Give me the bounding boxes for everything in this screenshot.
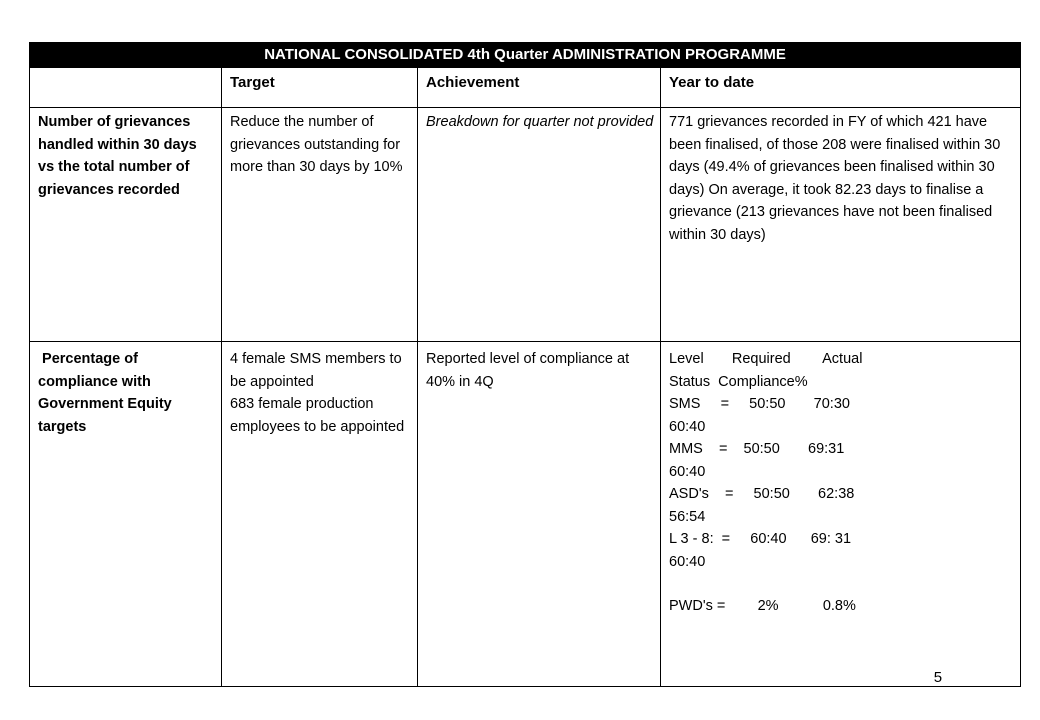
table-row	[30, 342, 1021, 687]
table-header-row	[30, 68, 1021, 108]
target-line: 683 female production employees to be appointed	[230, 396, 405, 435]
year-to-date-cell	[661, 342, 1021, 687]
header-target: Target	[222, 68, 418, 108]
table-title-row	[30, 43, 1021, 68]
target-cell: Reduce the number of grievances outstanding for more than 30 days by 10%	[222, 108, 418, 342]
page-number: 5	[933, 668, 943, 686]
ytd-line: Level Required Actual	[669, 351, 863, 367]
target-line: 4 female SMS members to be appointed	[230, 351, 402, 390]
achievement-cell: Breakdown for quarter not provided	[418, 108, 661, 342]
table-title: NATIONAL CONSOLIDATED 4th Quarter ADMINISTRATION PROGRAMME	[30, 43, 1021, 68]
table-row	[30, 108, 1021, 342]
ytd-line: 56:54	[669, 508, 706, 525]
achievement-cell: Reported level of compliance at 40% in 4Q	[418, 342, 661, 687]
ytd-line: PWD's = 2% 0.8%	[669, 598, 856, 614]
ytd-line: 60:40	[669, 553, 706, 570]
ytd-line: 60:40	[669, 463, 706, 480]
ytd-line: ASD's = 50:50 62:38	[669, 486, 855, 502]
ytd-line: L 3 - 8: = 60:40 69: 31	[669, 531, 852, 547]
header-indicator	[30, 68, 222, 108]
administration-programme-table	[29, 42, 1021, 687]
ytd-line: MMS = 50:50 69:31	[669, 441, 845, 457]
year-to-date-cell: 771 grievances recorded in FY of which 421 have been finalised, of those 208 were finalised within 30 days (49.4% of grievances been finalised within 30 days) On average, it took 82.23 days to finalise a grievance (213 grievances have not been finalised within 30 days)	[661, 108, 1021, 342]
indicator-cell: Number of grievances handled within 30 days vs the total number of grievances recorded	[30, 108, 222, 342]
ytd-line: 60:40	[669, 418, 706, 435]
indicator-cell: Percentage of compliance with Government Equity targets	[30, 342, 222, 687]
header-year-to-date: Year to date	[661, 68, 1021, 108]
ytd-line: SMS = 50:50 70:30	[669, 396, 850, 412]
header-achievement: Achievement	[418, 68, 661, 108]
ytd-line: Status Compliance%	[669, 373, 808, 390]
ytd-line	[669, 573, 1014, 595]
target-cell	[222, 342, 418, 687]
